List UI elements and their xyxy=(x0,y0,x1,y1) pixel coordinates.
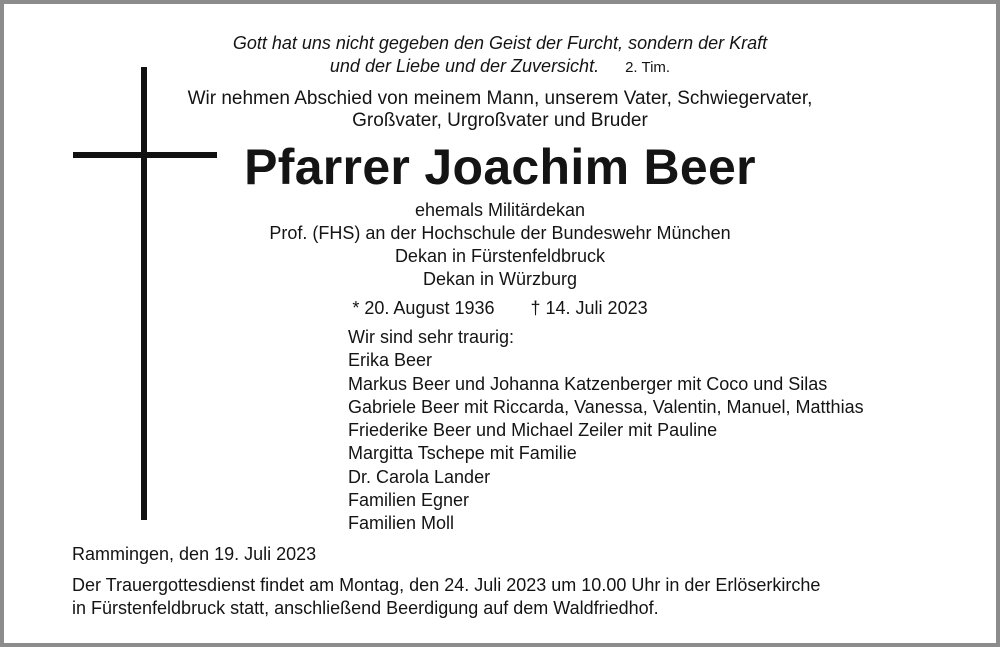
title-line: ehemals Militärdekan xyxy=(414,200,586,220)
intro-line-1: Wir nehmen Abschied von meinem Mann, unserem Vater, Schwiegervater, xyxy=(187,88,813,109)
quote-line-1: Gott hat uns nicht gegeben den Geist der Furcht, sondern der Kraft xyxy=(232,33,768,53)
place-and-date: Rammingen, den 19. Juli 2023 xyxy=(72,544,317,564)
cross-icon-vertical-bar xyxy=(141,67,147,520)
mourner-line: Erika Beer xyxy=(348,350,433,371)
service-line-2: in Fürstenfeldbruck statt, anschließend Beerdigung auf dem Waldfriedhof. xyxy=(72,598,659,618)
mourner-line: Dr. Carola Lander xyxy=(348,466,491,487)
birth-date: * 20. August 1936 xyxy=(352,298,495,318)
service-line-1: Der Trauergottesdienst findet am Montag, den 24. Juli 2023 um 10.00 Uhr in der Erlöserkirche xyxy=(72,575,821,595)
deceased-name: Pfarrer Joachim Beer xyxy=(244,139,756,195)
quote-text: und der Liebe und der Zuversicht. xyxy=(329,56,600,76)
title-line: Prof. (FHS) an der Hochschule der Bundeswehr München xyxy=(269,223,731,243)
death-date: † 14. Juli 2023 xyxy=(530,298,648,318)
service-notice xyxy=(72,574,820,620)
mourner-line: Familien Egner xyxy=(348,490,470,511)
mourner-line: Margitta Tschepe mit Familie xyxy=(348,443,577,464)
life-dates xyxy=(4,298,996,319)
quote-reference: 2. Tim. xyxy=(625,59,671,76)
title-line: Dekan in Fürstenfeldbruck xyxy=(394,246,606,266)
intro-line-2: Großvater, Urgroßvater und Bruder xyxy=(352,110,648,131)
mourner-line: Familien Moll xyxy=(348,513,455,534)
quote-line-2 xyxy=(4,56,996,77)
mourners-heading: Wir sind sehr traurig: xyxy=(348,327,515,347)
mourner-line: Friederike Beer und Michael Zeiler mit Pauline xyxy=(348,420,718,441)
mourner-line: Gabriele Beer mit Riccarda, Vanessa, Valentin, Manuel, Matthias xyxy=(348,396,864,417)
mourners-list xyxy=(348,326,864,536)
mourner-line: Markus Beer und Johanna Katzenberger mit Coco und Silas xyxy=(348,373,828,394)
title-line: Dekan in Würzburg xyxy=(422,269,578,289)
